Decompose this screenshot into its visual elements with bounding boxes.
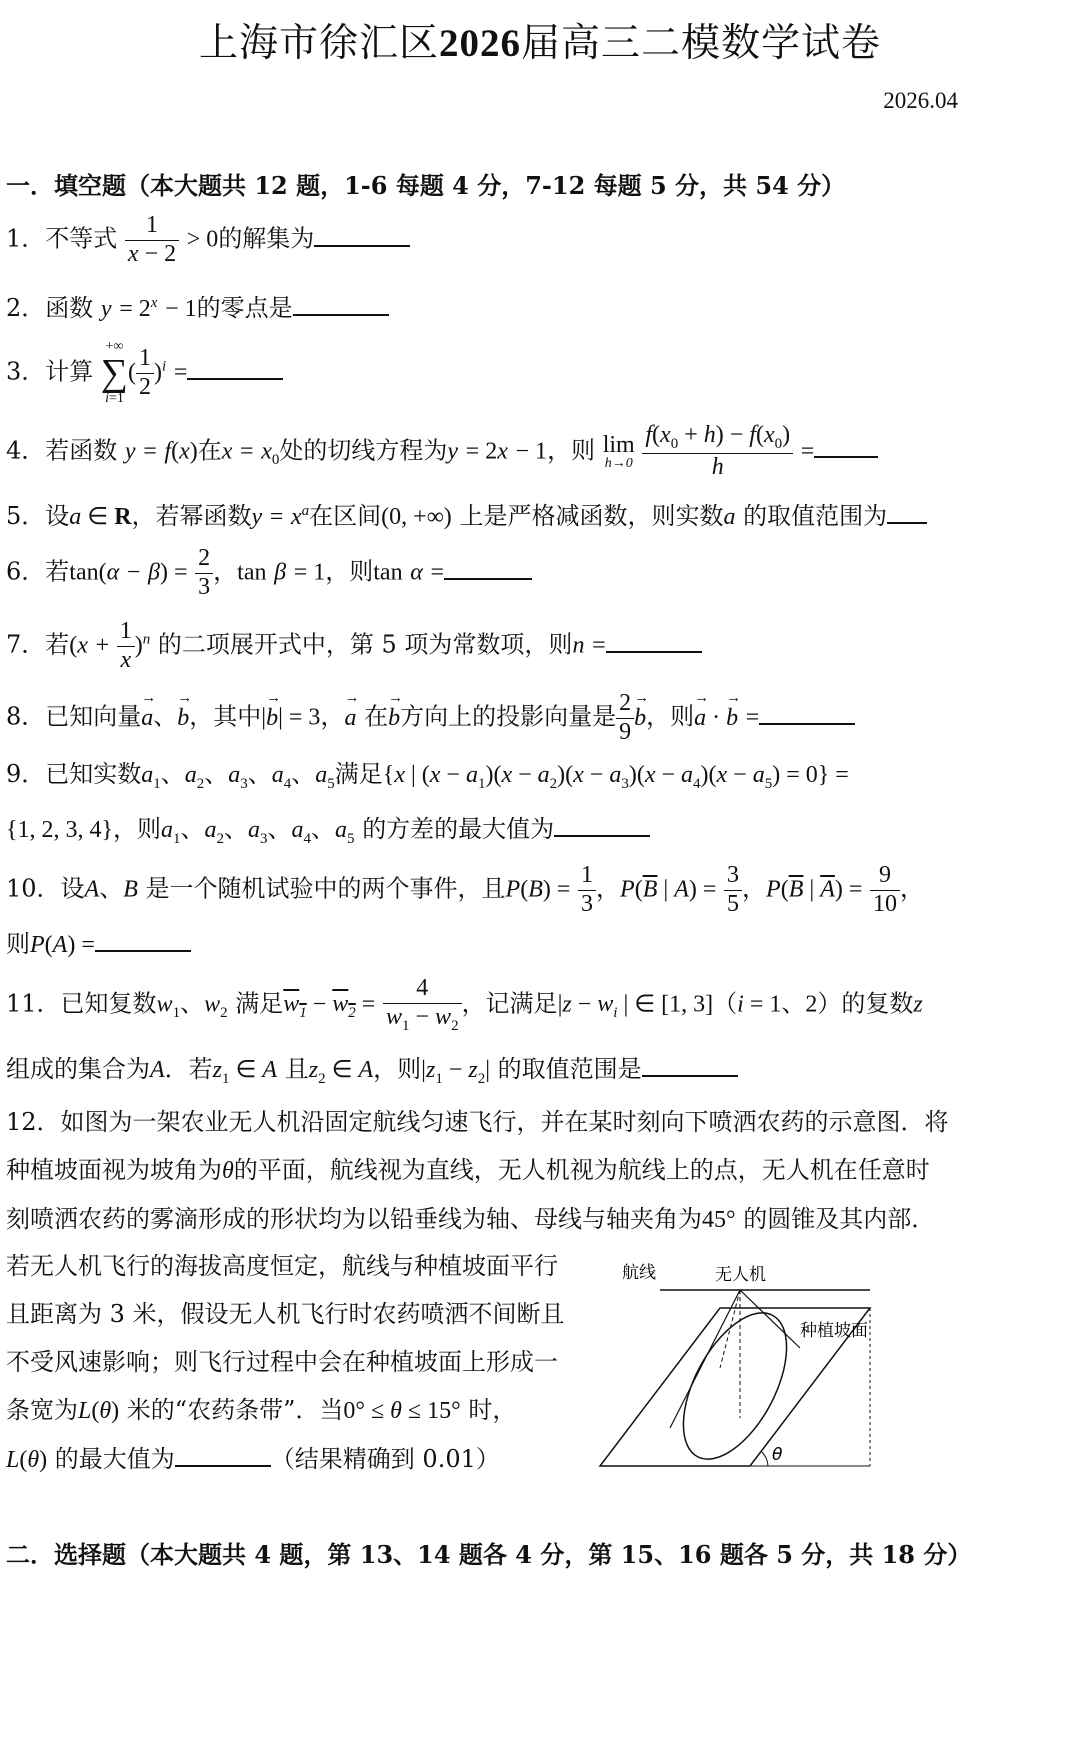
question-9-line-2: {1, 2, 3, 4}，则$a_1$、$a_2$、$a_3$、$a_4$、$a_5$ 的方差的最大值为 xyxy=(6,815,650,848)
question-7: 7．若(x + $\frac{1}{x}$ )$^n$ 的二项展开式中，第 5 项为常数项，则n = xyxy=(6,618,702,674)
answer-blank-5[interactable] xyxy=(887,502,927,524)
answer-blank-6[interactable] xyxy=(444,558,532,580)
question-9: 9．已知实数$a_1$、$a_2$、$a_3$、$a_4$、$a_5$满足{x | $(x - a_1)(x - a_2)(x - a_3)(x - a_4)(x - a_5) = 0$} = xyxy=(6,760,849,792)
question-2: 2．函数 $y = 2^x - 1$的零点是 xyxy=(6,294,389,324)
question-3: 3．计算 +∞ ∑ i=1 ( $\frac{1}{2}$ )$^i$ = xyxy=(6,340,283,406)
answer-blank-2[interactable] xyxy=(293,294,389,316)
section-1-heading: 一．填空题（本大题共 12 题，1-6 每题 4 分，7-12 每题 5 分，共 54 分） xyxy=(6,171,846,200)
answer-blank-9[interactable] xyxy=(554,815,650,837)
answer-blank-1[interactable] xyxy=(314,225,410,247)
cone-generator-right xyxy=(740,1290,800,1348)
question-11-line-2: 组成的集合为A．若$z_1$ ∈ A 且$z_2$ ∈ A，则$|z_1 - z_2|$ 的取值范围是 xyxy=(6,1055,738,1088)
label-slope: 种植坡面 xyxy=(800,1321,868,1341)
question-10-line-2: 则P(A) = xyxy=(6,930,191,960)
question-12-text-left: 若无人机飞行的海拔高度恒定，航线与种植坡面平行 且距离为 3 米，假设无人机飞行时农药喷洒不间断且 不受风速影响；则飞行过程中会在种植坡面上形成一 条宽为L(θ) 米的“农药条带”．当0° ≤ θ ≤ 15° 时， L(θ) 的最大值为 （结果精确到 0.01） xyxy=(6,1252,565,1473)
question-12: 12．如图为一架农业无人机沿固定航线匀速飞行，并在某时刻向下喷洒农药的示意图．将 种植坡面视为坡角为θ的平面，航线视为直线，无人机视为航线上的点，无人机在任意时 刻喷洒农药的雾滴形成的形状均为以铅垂线为轴、母线与轴夹角为45° 的圆锥及其内部． xyxy=(6,1108,949,1233)
question-4: 4．若函数 y = f(x)在$x = x_0$处的切线方程为y = 2x − 1，则 lim h→0 $\frac{f(x_0 + h) - f(x_0)}{h}$ = xyxy=(6,422,878,482)
answer-blank-11[interactable] xyxy=(642,1055,738,1077)
answer-blank-7[interactable] xyxy=(606,631,702,653)
label-theta: θ xyxy=(772,1445,783,1465)
question-5: 5．设a ∈ R，若幂函数$y = x^a$在区间(0, +∞) 上是严格减函数，则实数a 的取值范围为 xyxy=(6,502,927,532)
section-2-heading: 二．选择题（本大题共 4 题，第 13、14 题各 4 分，第 15、16 题各 5 分，共 18 分） xyxy=(6,1540,972,1569)
theta-arc xyxy=(762,1452,768,1466)
question-8: 8．已知向量→ a、→ b，其中|→ b| = 3，→ a 在→ b方向上的投影向量是 $\frac{2}{9}$ → b，则→ a · → b = xyxy=(6,690,855,746)
page-title: 上海市徐汇区2026届高三二模数学试卷 xyxy=(198,21,882,66)
drone-spray-figure xyxy=(590,1258,890,1478)
answer-blank-10[interactable] xyxy=(95,930,191,952)
question-1: 1．不等式 $\frac{1}{x - 2}$ > 0的解集为 xyxy=(6,212,410,268)
answer-blank-4[interactable] xyxy=(814,436,878,458)
spray-ellipse xyxy=(662,1297,808,1476)
answer-blank-12[interactable] xyxy=(175,1445,271,1467)
answer-blank-3[interactable] xyxy=(187,358,283,380)
cone-inner-dashed xyxy=(720,1290,740,1368)
label-drone: 无人机 xyxy=(715,1265,766,1285)
question-11: 11．已知复数$w_1$、$w_2$ 满足$w_1 - w_2$ = $\frac{4}{w_1 - w_2}$ ，记满足$|z - w_i$ | ∈ [1, 3]（i = 1、2）的复数z xyxy=(6,975,923,1034)
question-6: 6．若tan(α − β) = $\frac{2}{3}$ ，tan β = 1，则tan α = xyxy=(6,545,532,601)
answer-blank-8[interactable] xyxy=(759,703,855,725)
label-route: 航线 xyxy=(622,1263,656,1283)
exam-date: 2026.04 xyxy=(883,88,958,113)
question-10: 10．设A、B 是一个随机试验中的两个事件，且P(B) = $\frac{1}{3}$ ，$P(\overline{B}$ | A) = $\frac{3}{5}$ ，$P(\overline{B}$ | $\overline{A}$) = $\frac{9}{10}$ ， xyxy=(6,862,925,917)
